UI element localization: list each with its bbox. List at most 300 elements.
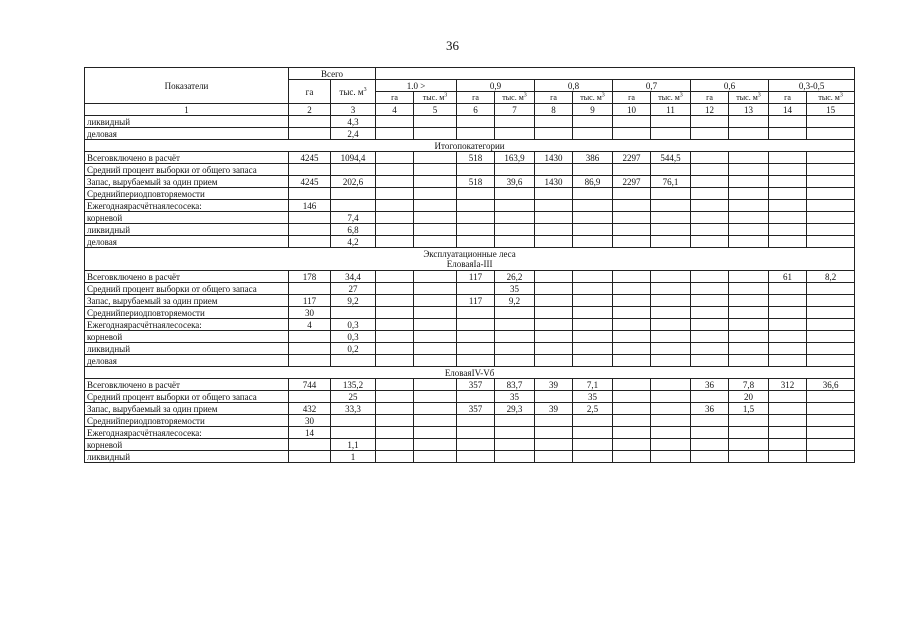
column-index: 13 [729,104,769,116]
table-cell [535,200,573,212]
table-cell [457,439,495,451]
row-label: Средний процент выборки от общего запаса [85,164,289,176]
table-cell [495,355,535,367]
column-index: 11 [651,104,691,116]
table-cell [535,224,573,236]
table-cell: 39 [535,403,573,415]
table-cell [691,271,729,283]
table-row [85,295,855,307]
table-cell [651,271,691,283]
table-cell: 35 [495,391,535,403]
table-cell [414,427,457,439]
table-cell [289,116,331,128]
table-cell [414,331,457,343]
table-cell [376,403,414,415]
table-cell [414,271,457,283]
table-cell [691,415,729,427]
column-index: 4 [376,104,414,116]
table-cell [376,379,414,391]
table-cell [573,236,613,248]
table-cell [769,331,807,343]
table-cell [535,319,573,331]
table-cell [331,188,376,200]
table-cell [414,236,457,248]
table-cell [769,116,807,128]
table-cell [807,295,855,307]
table-cell [769,439,807,451]
table-cell: 61 [769,271,807,283]
table-cell [457,307,495,319]
table-cell [769,200,807,212]
section-title: ЕловаяIV-Vб [85,367,855,379]
table-cell: 9,2 [495,295,535,307]
table-row [85,427,855,439]
table-cell [414,343,457,355]
table-header [85,68,855,116]
density-group-header: 0,7 [613,80,691,92]
table-row [85,415,855,427]
table-cell [457,128,495,140]
table-cell [457,415,495,427]
table-cell: 4,2 [331,236,376,248]
table-cell [651,403,691,415]
table-cell: 4245 [289,152,331,164]
table-cell [691,427,729,439]
table-cell: 7,1 [573,379,613,391]
forest-calculation-table [84,67,855,463]
table-cell [573,116,613,128]
row-label: Запас, вырубаемый за один прием [85,295,289,307]
table-cell [573,164,613,176]
table-cell [414,200,457,212]
table-cell: 432 [289,403,331,415]
table-cell [729,236,769,248]
density-group-header: 0,8 [535,80,613,92]
table-cell: 27 [331,283,376,295]
table-cell [376,164,414,176]
table-cell [376,295,414,307]
table-cell [376,427,414,439]
table-cell: 1430 [535,176,573,188]
section-title-line2: ЕловаяIa-III [446,259,493,269]
table-cell [573,415,613,427]
table-cell [573,128,613,140]
table-cell [807,451,855,463]
table-cell [414,224,457,236]
table-cell [457,212,495,224]
table-cell [651,319,691,331]
column-index: 10 [613,104,651,116]
table-row [85,439,855,451]
table-cell [289,439,331,451]
table-cell: 25 [331,391,376,403]
row-label: ликвидный [85,224,289,236]
table-cell [651,427,691,439]
table-cell [495,236,535,248]
table-cell [535,439,573,451]
unit-thous: тыс. $м^3$ [573,92,613,104]
table-cell [613,331,651,343]
table-row [85,224,855,236]
row-label: Средний процент выборки от общего запаса [85,283,289,295]
table-cell [331,307,376,319]
table-cell: 1,1 [331,439,376,451]
table-cell [769,283,807,295]
table-cell [613,128,651,140]
table-cell [414,391,457,403]
table-cell [495,343,535,355]
indicators-header: Показатели [85,68,289,104]
table-cell [414,188,457,200]
table-cell [376,331,414,343]
table-cell [573,307,613,319]
table-row [85,271,855,283]
table-cell [729,283,769,295]
table-cell [289,283,331,295]
table-cell [729,128,769,140]
table-row [85,128,855,140]
column-index: 14 [769,104,807,116]
table-cell [457,319,495,331]
table-cell [289,331,331,343]
total-thous-header: тыс. $м^3$ [331,80,376,104]
table-cell [613,355,651,367]
column-index: 3 [331,104,376,116]
table-cell [807,224,855,236]
table-cell [414,212,457,224]
table-cell [691,331,729,343]
table-cell [807,188,855,200]
row-label: ликвидный [85,451,289,463]
table-cell: 518 [457,176,495,188]
column-index: 8 [535,104,573,116]
table-cell [573,283,613,295]
table-cell [535,427,573,439]
table-cell [613,307,651,319]
column-index: 2 [289,104,331,116]
table-cell [457,391,495,403]
table-cell [651,415,691,427]
table-cell [729,307,769,319]
row-label: корневой [85,212,289,224]
density-group-header: 1.0 > [376,80,457,92]
table-row [85,451,855,463]
table-cell [651,164,691,176]
table-cell [729,200,769,212]
table-cell [535,451,573,463]
table-cell [807,415,855,427]
table-cell [495,188,535,200]
row-label: Всеговключено в расчёт [85,152,289,164]
table-cell [289,212,331,224]
table-row [85,391,855,403]
table-cell: 135,2 [331,379,376,391]
table-cell: 1,5 [729,403,769,415]
row-label: Средний процент выборки от общего запаса [85,391,289,403]
table-cell [769,427,807,439]
table-cell: 36 [691,379,729,391]
table-cell [691,355,729,367]
table-cell [807,164,855,176]
page-number: 36 [446,38,459,53]
table-cell [729,116,769,128]
table-cell [613,391,651,403]
table-cell: 202,6 [331,176,376,188]
table-cell [613,116,651,128]
table-cell [495,224,535,236]
table-cell: 2297 [613,176,651,188]
row-label: Запас, вырубаемый за один прием [85,176,289,188]
table-cell: 4 [289,319,331,331]
table-cell [729,188,769,200]
table-cell [535,212,573,224]
table-cell [414,451,457,463]
table-cell [535,343,573,355]
header-spacer [376,68,855,80]
table-row [85,164,855,176]
table-cell: 4245 [289,176,331,188]
table-cell [613,212,651,224]
table-cell [414,319,457,331]
density-group-header: 0,6 [691,80,769,92]
table-cell [729,152,769,164]
table-cell [613,451,651,463]
table-cell [495,319,535,331]
table-cell [691,224,729,236]
table-cell [573,319,613,331]
table-row [85,116,855,128]
row-label: ликвидный [85,116,289,128]
table-cell [331,164,376,176]
table-cell [651,379,691,391]
section-row [85,367,855,379]
table-cell [495,307,535,319]
table-cell [729,319,769,331]
table-cell [691,343,729,355]
table-cell [376,439,414,451]
table-cell [376,415,414,427]
section-row [85,248,855,271]
table-cell [495,128,535,140]
table-cell: 30 [289,307,331,319]
table-cell: 30 [289,415,331,427]
table-row [85,176,855,188]
table-cell [535,283,573,295]
total-header: Всего [289,68,376,80]
table-cell [376,343,414,355]
table-cell [289,391,331,403]
table-cell: 36 [691,403,729,415]
table-cell [729,164,769,176]
table-cell [729,451,769,463]
table-cell [691,200,729,212]
table-cell [807,176,855,188]
row-label: Ежегоднаярасчётнаялесосека: [85,427,289,439]
table-cell [807,283,855,295]
table-row [85,283,855,295]
table-cell: 76,1 [651,176,691,188]
table-cell [495,212,535,224]
table-cell: 178 [289,271,331,283]
unit-ha: га [535,92,573,104]
table-cell: 312 [769,379,807,391]
table-cell [769,224,807,236]
table-cell [807,343,855,355]
table-cell: 36,6 [807,379,855,391]
table-cell [457,188,495,200]
table-cell [573,331,613,343]
table-cell: 35 [573,391,613,403]
table-cell [535,415,573,427]
table-cell: 39,6 [495,176,535,188]
table-cell [807,331,855,343]
table-cell [691,295,729,307]
table-cell [691,236,729,248]
table-body [85,116,855,463]
table-cell: 357 [457,403,495,415]
table-cell [495,200,535,212]
unit-ha: га [691,92,729,104]
table-cell: 0,3 [331,331,376,343]
table-cell [289,451,331,463]
table-cell [457,164,495,176]
table-cell [289,188,331,200]
unit-ha: га [457,92,495,104]
table-cell [769,343,807,355]
table-cell [414,295,457,307]
table-cell [807,152,855,164]
table-cell: 0,3 [331,319,376,331]
unit-thous: тыс. $м^3$ [651,92,691,104]
row-label: Среднийпериодповторяемости [85,415,289,427]
table-cell [376,152,414,164]
table-cell [414,116,457,128]
table-cell: 2,4 [331,128,376,140]
table-cell [414,176,457,188]
table-cell [769,451,807,463]
table-cell [331,200,376,212]
table-cell [376,271,414,283]
table-cell [457,116,495,128]
table-cell [769,188,807,200]
table-cell: 7,4 [331,212,376,224]
table-cell [613,343,651,355]
table-cell [289,343,331,355]
table-cell [331,415,376,427]
table-cell [573,212,613,224]
column-index: 7 [495,104,535,116]
row-label: Запас, вырубаемый за один прием [85,403,289,415]
table-cell [414,283,457,295]
table-cell [376,116,414,128]
table-cell [573,355,613,367]
table-cell [573,427,613,439]
table-cell: 1 [331,451,376,463]
table-cell [651,116,691,128]
table-cell [769,319,807,331]
table-cell [729,295,769,307]
table-cell [573,271,613,283]
table-cell: 2297 [613,152,651,164]
unit-ha: га [376,92,414,104]
table-cell [414,439,457,451]
table-cell [651,451,691,463]
table-cell [376,128,414,140]
column-index: 6 [457,104,495,116]
table-cell [691,188,729,200]
table-cell [289,224,331,236]
table-cell [414,403,457,415]
table-cell: 29,3 [495,403,535,415]
table-cell [414,355,457,367]
table-cell [769,176,807,188]
table-cell [769,295,807,307]
table-cell: 146 [289,200,331,212]
table-cell [651,128,691,140]
table-cell [376,188,414,200]
table-cell [651,200,691,212]
table-cell: 8,2 [807,271,855,283]
table-cell [535,188,573,200]
table-cell [535,307,573,319]
table-cell [729,224,769,236]
table-cell [376,391,414,403]
table-cell [573,224,613,236]
table-cell [414,128,457,140]
table-cell [691,439,729,451]
table-cell [457,331,495,343]
table-cell [691,283,729,295]
table-cell [457,283,495,295]
table-cell [729,271,769,283]
column-index: 12 [691,104,729,116]
table-cell [613,403,651,415]
unit-ha: га [769,92,807,104]
table-cell [613,415,651,427]
column-index: 9 [573,104,613,116]
table-cell [807,307,855,319]
table-cell [414,307,457,319]
table-cell [651,331,691,343]
table-cell [769,307,807,319]
table-cell [729,331,769,343]
table-cell [729,439,769,451]
table-cell: 4,3 [331,116,376,128]
table-cell: 35 [495,283,535,295]
table-cell [769,152,807,164]
table-cell [807,128,855,140]
table-cell [729,427,769,439]
unit-thous: тыс. $м^3$ [414,92,457,104]
table-cell: 34,4 [331,271,376,283]
table-cell [651,307,691,319]
row-label: Ежегоднаярасчётнаялесосека: [85,319,289,331]
table-cell [289,355,331,367]
table-cell [535,391,573,403]
table-cell [769,212,807,224]
table-cell [691,128,729,140]
table-cell [613,271,651,283]
table-cell [651,295,691,307]
table-cell [535,271,573,283]
table-cell [376,319,414,331]
table-cell [573,439,613,451]
table-cell [376,200,414,212]
table-row [85,212,855,224]
column-index-row [85,104,855,116]
total-ha-header: га [289,80,331,104]
table-cell [495,116,535,128]
